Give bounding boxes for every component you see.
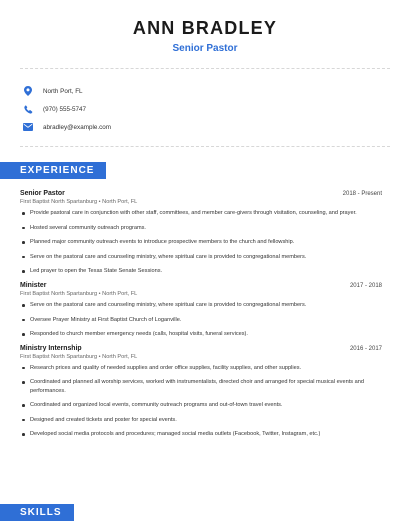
candidate-name: ANN BRADLEY	[132, 18, 278, 38]
contact-phone	[22, 100, 382, 118]
job-date: 2016 - 2017	[349, 345, 382, 352]
job-bullet: Designed and created tickets and poster for special events.	[20, 416, 382, 424]
section-skills-heading: SKILLS	[0, 504, 74, 521]
job-bullet: Responded to church member emergency needs (calls, hospital visits, funeral services).	[20, 330, 382, 338]
job-bullet: Serve on the pastoral care and counseling ministry, where spiritual care is provided to congregational members.	[20, 253, 382, 261]
job-organization: First Baptist North Spartanburg • North Port, FL	[20, 353, 138, 360]
job-entry	[20, 282, 382, 338]
job-date: 2018 - Present	[342, 191, 382, 197]
job-title: Ministry Internship	[20, 344, 82, 352]
section-experience-heading: EXPERIENCE	[0, 162, 106, 179]
job-bullets	[20, 301, 382, 338]
job-bullet: Developed social media protocols and procedures; managed social media outlets (Facebook, Twitter, Instagram, etc.)	[20, 430, 382, 438]
phone-icon	[22, 103, 34, 115]
contact-email	[22, 118, 382, 136]
contact-list	[22, 82, 382, 136]
job-bullet: Hosted several community outreach programs.	[20, 224, 382, 232]
header-divider	[20, 68, 390, 69]
job-bullet: Led prayer to open the Texas State Senate Sessions.	[20, 267, 382, 275]
contact-location	[22, 82, 382, 100]
email-icon	[22, 121, 34, 133]
contact-phone-text: (970) 555-5747	[43, 105, 87, 113]
job-date: 2017 - 2018	[349, 282, 382, 289]
job-bullets	[20, 209, 382, 276]
job-bullet: Coordinated and planned all worship services, worked with instrumentalists, directed choir and arranged for special musical events and performances.	[20, 378, 382, 394]
contact-email-text: abradley@example.com	[43, 123, 111, 131]
resume-header	[0, 0, 410, 54]
job-title: Senior Pastor	[20, 190, 65, 197]
job-bullet: Serve on the pastoral care and counseling ministry, where spiritual care is provided to congregational members.	[20, 301, 382, 309]
job-organization: First Baptist North Spartanburg • North Port, FL	[20, 199, 138, 205]
job-bullet: Research prices and quality of needed supplies and order office supplies, facility supplies, and other supplies.	[20, 364, 382, 372]
location-pin-icon	[22, 85, 34, 97]
experience-list	[20, 190, 382, 445]
job-entry	[20, 345, 382, 439]
job-bullet: Provide pastoral care in conjunction with other staff, committees, and member care-givers through visitation, counseling, and prayer.	[20, 209, 382, 217]
candidate-title: Senior Pastor	[172, 43, 238, 54]
contact-divider	[20, 146, 390, 147]
job-title: Minister	[20, 281, 47, 289]
job-bullet: Planned major community outreach events to introduce prospective members to the church and fellowship.	[20, 238, 382, 246]
job-bullet: Coordinated and organized local events, community outreach programs and out-of-town travel events.	[20, 401, 382, 409]
job-bullet: Oversee Prayer Ministry at First Baptist Church of Loganville.	[20, 316, 382, 324]
job-entry	[20, 190, 382, 276]
contact-location-text: North Port, FL	[43, 87, 83, 95]
job-bullets	[20, 364, 382, 439]
job-organization: First Baptist North Spartanburg • North Port, FL	[20, 290, 138, 297]
